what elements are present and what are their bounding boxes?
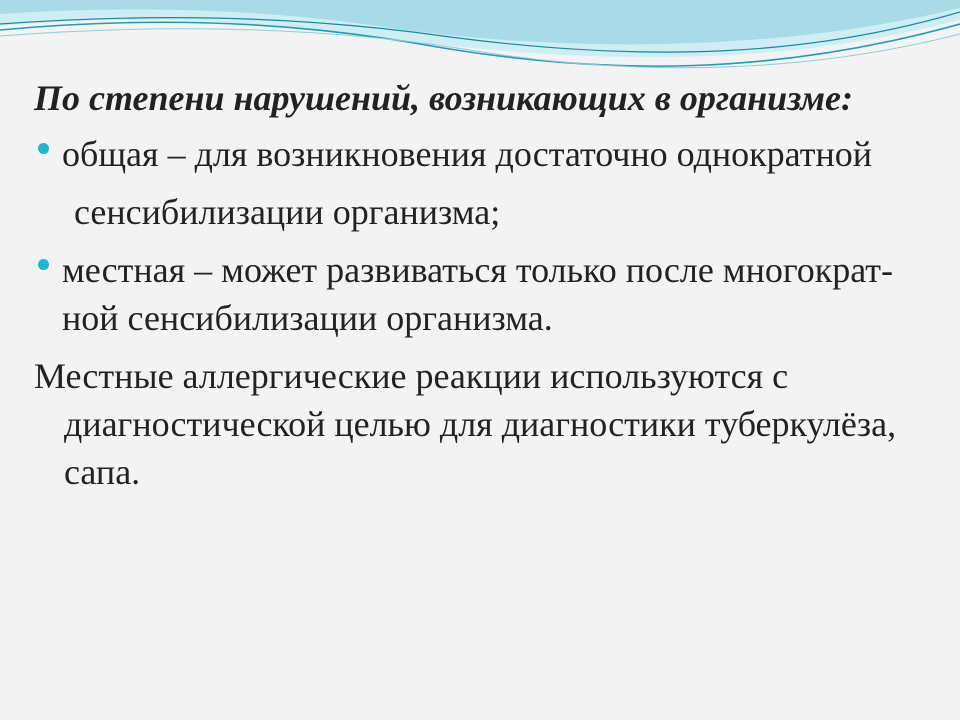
slide-heading: По степени нарушений, возникающих в организме: xyxy=(34,78,853,118)
bullet-text-line-2: сенсибилизации организма; xyxy=(74,192,501,232)
bullet-list xyxy=(34,130,924,342)
slide-content xyxy=(34,74,924,496)
bullet-dot-icon xyxy=(38,259,49,270)
bullet-text-line-1: общая – для возникновения достаточно однократной xyxy=(62,134,872,174)
bullet-item-general xyxy=(34,130,924,236)
bullet-dot-icon xyxy=(38,143,49,154)
closing-paragraph: Местные аллергические реакции используются с диагностической целью для диагностики туберкулёза, сапа. xyxy=(34,356,897,492)
bullet-text-line-1: местная – может развиваться только после многократ-ной сенсибилизации организма. xyxy=(62,250,893,338)
bullet-item-local xyxy=(34,246,924,342)
